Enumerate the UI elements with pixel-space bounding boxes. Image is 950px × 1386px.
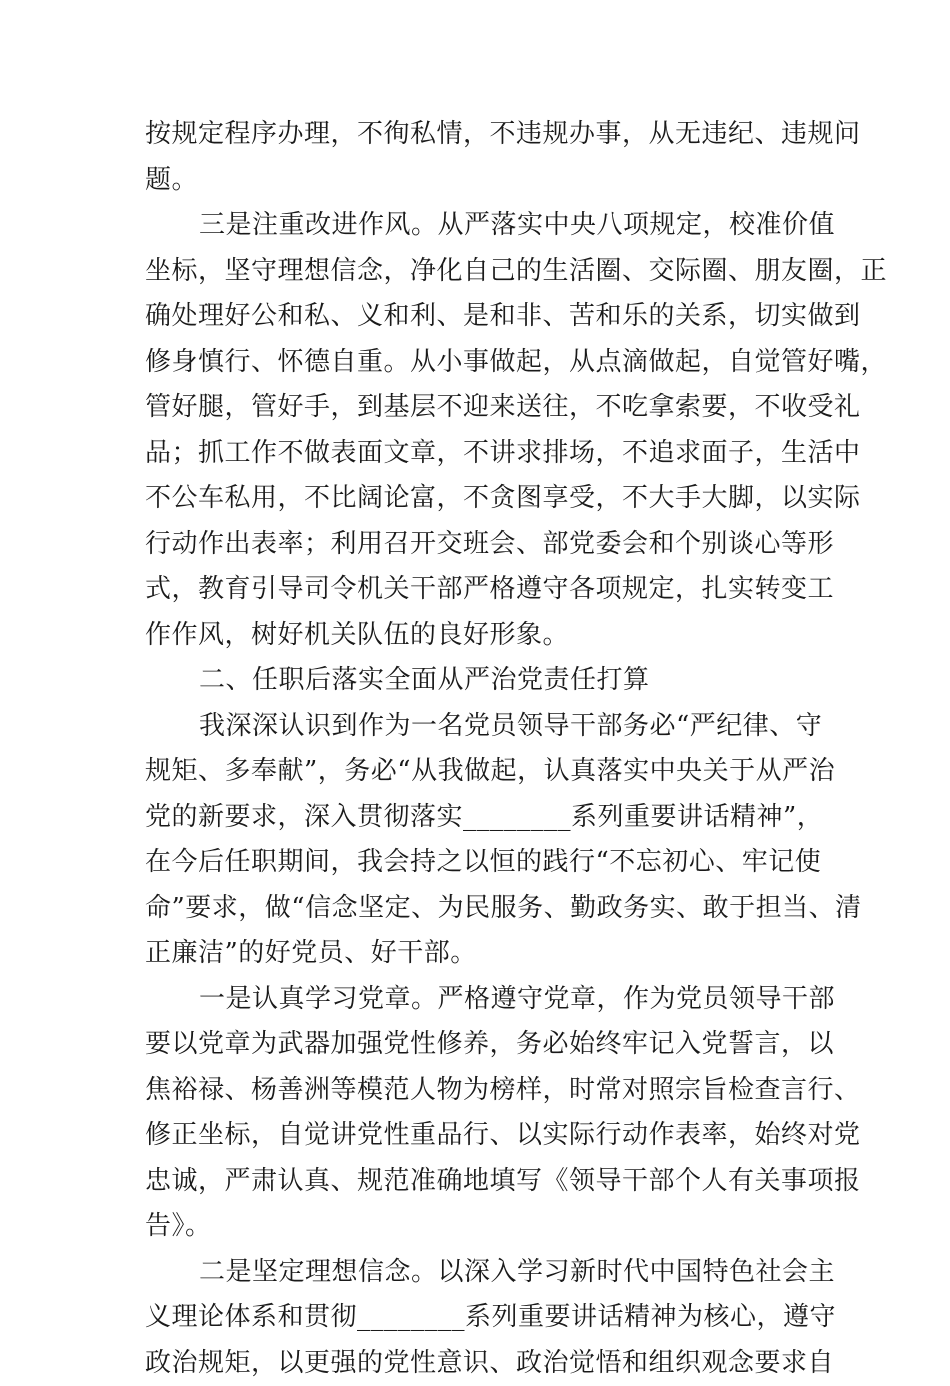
text-line: 确处理好公和私、义和利、是和非、苦和乐的关系，切实做到 (145, 294, 807, 340)
text-line: 题。 (145, 158, 807, 204)
text-line: 坐标，坚守理想信念，净化自己的生活圈、交际圈、朋友圈，正 (145, 249, 807, 295)
text-line: 正廉洁”的好党员、好干部。 (145, 931, 807, 977)
text-line: 二、任职后落实全面从严治党责任打算 (145, 658, 807, 704)
text-line: 管好腿，管好手，到基层不迎来送往，不吃拿索要，不收受礼 (145, 385, 807, 431)
text-line: 规矩、多奉献”，务必“从我做起，认真落实中央关于从严治 (145, 749, 807, 795)
text-line: 三是注重改进作风。从严落实中央八项规定，校准价值 (145, 203, 807, 249)
text-line: 行动作出表率；利用召开交班会、部党委会和个别谈心等形 (145, 522, 807, 568)
text-line: 品；抓工作不做表面文章，不讲求排场，不追求面子，生活中 (145, 431, 807, 477)
text-line: 不公车私用，不比阔论富，不贪图享受，不大手大脚，以实际 (145, 476, 807, 522)
text-line: 按规定程序办理，不徇私情，不违规办事，从无违纪、违规问 (145, 112, 807, 158)
text-line: 二是坚定理想信念。以深入学习新时代中国特色社会主 (145, 1250, 807, 1296)
text-line: 在今后任职期间，我会持之以恒的践行“不忘初心、牢记使 (145, 840, 807, 886)
text-line: 作作风，树好机关队伍的良好形象。 (145, 613, 807, 659)
text-line: 党的新要求，深入贯彻落实________系列重要讲话精神”， (145, 795, 807, 841)
text-line: 命”要求，做“信念坚定、为民服务、勤政务实、敢于担当、清 (145, 886, 807, 932)
text-line: 焦裕禄、杨善洲等模范人物为榜样，时常对照宗旨检查言行、 (145, 1068, 807, 1114)
text-line: 忠诚，严肃认真、规范准确地填写《领导干部个人有关事项报 (145, 1159, 807, 1205)
text-line: 义理论体系和贯彻________系列重要讲话精神为核心，遵守 (145, 1295, 807, 1341)
text-line: 要以党章为武器加强党性修养，务必始终牢记入党誓言，以 (145, 1022, 807, 1068)
text-line: 告》。 (145, 1204, 807, 1250)
document-page (145, 112, 807, 1386)
text-line: 修身慎行、怀德自重。从小事做起，从点滴做起，自觉管好嘴， (145, 340, 807, 386)
text-line: 一是认真学习党章。严格遵守党章，作为党员领导干部 (145, 977, 807, 1023)
text-line: 政治规矩，以更强的党性意识、政治觉悟和组织观念要求自 (145, 1341, 807, 1386)
text-line: 式，教育引导司令机关干部严格遵守各项规定，扎实转变工 (145, 567, 807, 613)
text-line: 我深深认识到作为一名党员领导干部务必“严纪律、守 (145, 704, 807, 750)
text-line: 修正坐标，自觉讲党性重品行、以实际行动作表率，始终对党 (145, 1113, 807, 1159)
